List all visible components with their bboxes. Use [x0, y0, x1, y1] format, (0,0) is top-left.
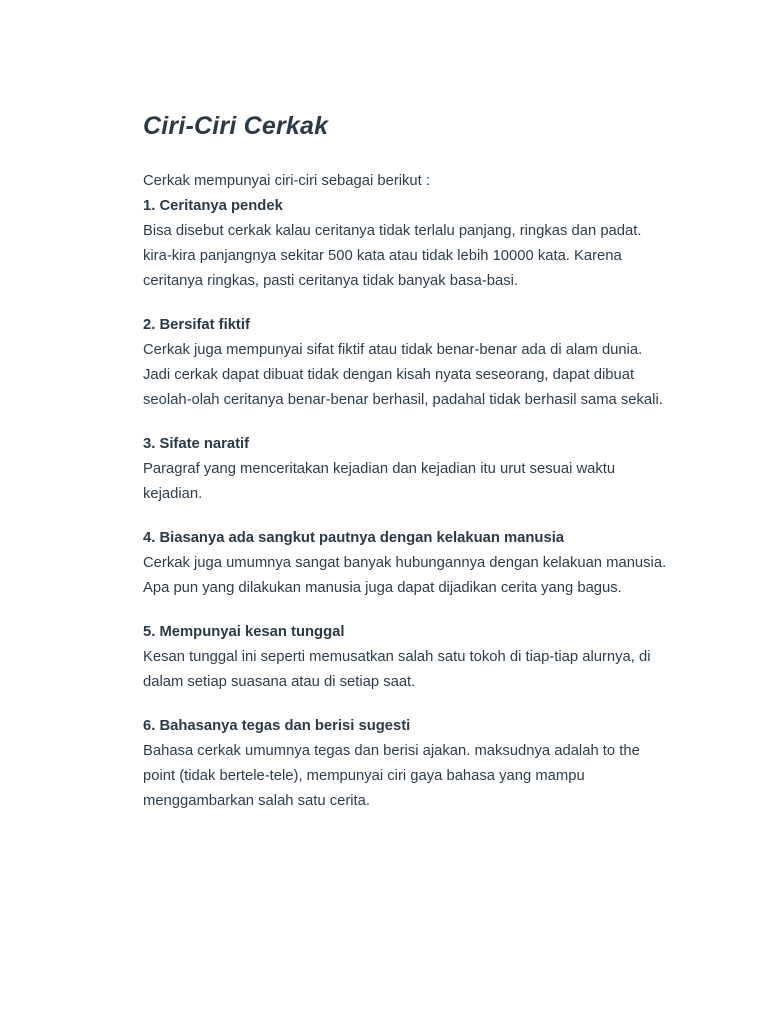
section-6 — [143, 714, 668, 814]
section-body-2: Cerkak juga mempunyai sifat fiktif atau tidak benar-benar ada di alam dunia. Jadi cerkak dapat dibuat tidak dengan kisah nyata seseorang, dapat dibuat seolah-olah ceritanya benar-benar berhasil, padahal tidak berhasil sama sekali. — [143, 342, 663, 408]
section-heading-4: 4. Biasanya ada sangkut pautnya dengan kelakuan manusia — [143, 530, 565, 546]
section-body-5: Kesan tunggal ini seperti memusatkan salah satu tokoh di tiap-tiap alurnya, di dalam setiap suasana atau di setiap saat. — [143, 649, 651, 690]
section-heading-1: 1. Ceritanya pendek — [143, 198, 283, 214]
section-heading-3: 3. Sifate naratif — [143, 436, 250, 452]
document-page — [143, 109, 668, 814]
section-heading-6: 6. Bahasanya tegas dan berisi sugesti — [143, 718, 411, 734]
section-4 — [143, 526, 668, 601]
section-body-1: Bisa disebut cerkak kalau ceritanya tidak terlalu panjang, ringkas dan padat. kira-kira panjangnya sekitar 500 kata atau tidak lebih 10000 kata. Karena ceritanya ringkas, pasti ceritanya tidak banyak basa-basi. — [143, 223, 642, 289]
section-body-3: Paragraf yang menceritakan kejadian dan kejadian itu urut sesuai waktu kejadian. — [143, 461, 616, 502]
intro-text: Cerkak mempunyai ciri-ciri sebagai berikut : — [143, 173, 430, 189]
section-heading-5: 5. Mempunyai kesan tunggal — [143, 624, 345, 640]
document-title: Ciri-Ciri Cerkak — [143, 112, 329, 140]
section-5 — [143, 620, 668, 695]
section-heading-2: 2. Bersifat fiktif — [143, 317, 250, 333]
section-3 — [143, 432, 668, 507]
section-1 — [143, 169, 668, 294]
section-body-6: Bahasa cerkak umumnya tegas dan berisi ajakan. maksudnya adalah to the point (tidak bertele-tele), mempunyai ciri gaya bahasa yang mampu menggambarkan salah satu cerita. — [143, 743, 640, 809]
section-2 — [143, 313, 668, 413]
section-body-4: Cerkak juga umumnya sangat banyak hubungannya dengan kelakuan manusia. Apa pun yang dilakukan manusia juga dapat dijadikan cerita yang bagus. — [143, 555, 667, 596]
